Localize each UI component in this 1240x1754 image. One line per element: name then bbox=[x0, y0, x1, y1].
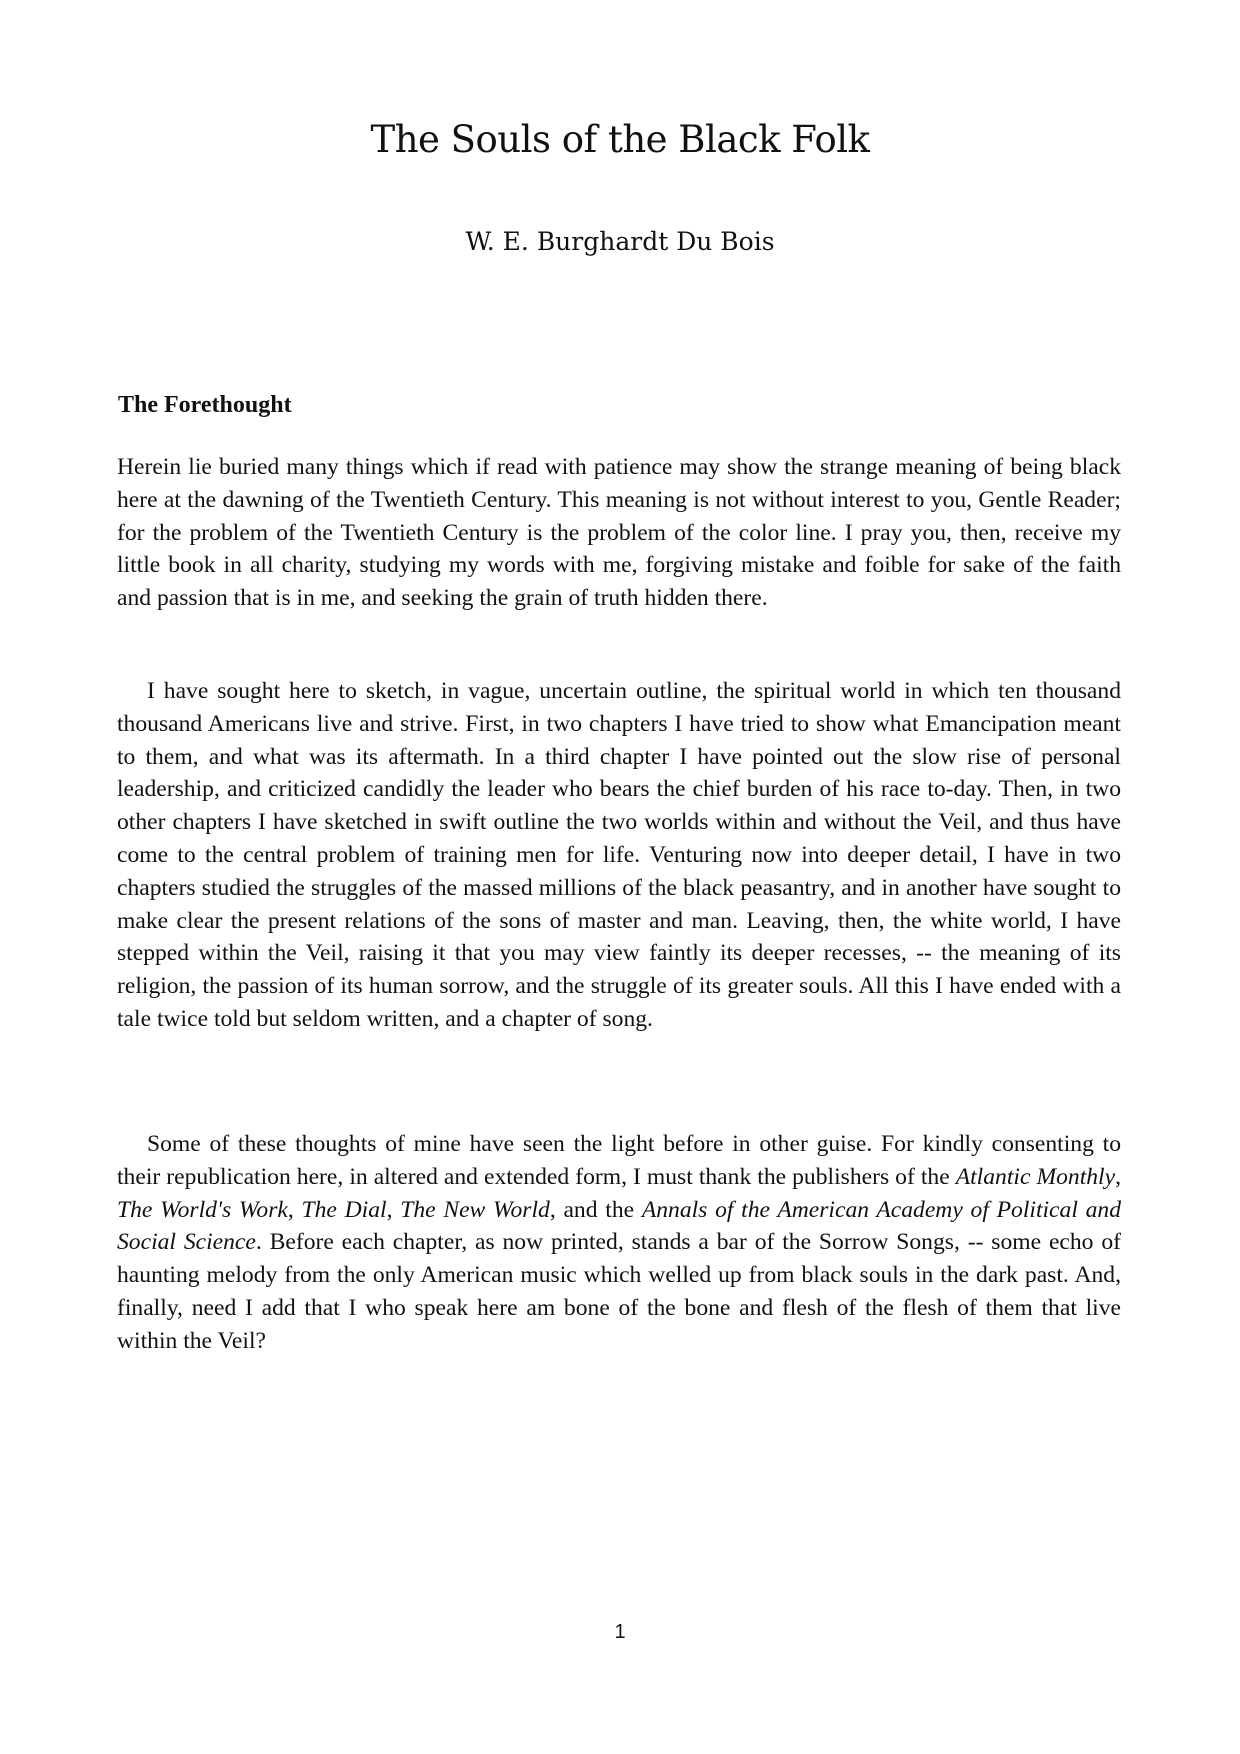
publication-worlds-work: The World's Work bbox=[117, 1196, 288, 1223]
publication-the-dial: The Dial bbox=[301, 1196, 387, 1223]
paragraph-3 bbox=[117, 1128, 1121, 1358]
document-title: The Souls of the Black Folk bbox=[370, 118, 870, 161]
publication-new-world: The New World bbox=[400, 1196, 550, 1223]
section-heading: The Forethought bbox=[118, 392, 292, 418]
document-author: W. E. Burghardt Du Bois bbox=[465, 227, 775, 256]
paragraph-3-outro: . Before each chapter, as now printed, stands a bar of the Sorrow Songs, -- some echo of haunting melody from the only American music which welled up from black souls in the dark past. And, finally, need I add that I who speak here am bone of the bone and flesh of the flesh of them that live within the Veil? bbox=[117, 1229, 1121, 1354]
separator: , bbox=[1115, 1163, 1121, 1190]
publication-atlantic-monthly: Atlantic Monthly bbox=[955, 1163, 1116, 1190]
separator: , bbox=[287, 1196, 302, 1223]
page-number: 1 bbox=[614, 1621, 626, 1643]
publication-annals: Annals of the American Academy of Political and Social Science bbox=[117, 1196, 1122, 1256]
paragraph-3-intro: Some of these thoughts of mine have seen the light before in other guise. For kindly consenting to their republication here, in altered and extended form, I must thank the publishers of the bbox=[117, 1131, 1121, 1190]
separator: , bbox=[386, 1196, 401, 1223]
paragraph-1: Herein lie buried many things which if read with patience may show the strange meaning of being black here at the dawning of the Twentieth Century. This meaning is not without interest to you, Gentle Reader; for the problem of the Twentieth Century is the problem of the color line. I pray you, then, receive my little book in all charity, studying my words with me, forgiving mistake and foible for sake of the faith and passion that is in me, and seeking the grain of truth hidden there. bbox=[117, 454, 1121, 612]
separator: , and the bbox=[549, 1196, 642, 1223]
paragraph-2: I have sought here to sketch, in vague, uncertain outline, the spiritual world in which ten thousand thousand Americans live and strive. First, in two chapters I have tried to show what Emancipation meant to them, and what was its aftermath. In a third chapter I have pointed out the slow rise of personal leadership, and criticized candidly the leader who bears the chief burden of his race to-day. Then, in two other chapters I have sketched in swift outline the two worlds within and without the Veil, and thus have come to the central problem of training men for life. Venturing now into deeper detail, I have in two chapters studied the struggles of the massed millions of the black peasantry, and in another have sought to make clear the present relations of the sons of master and man. Leaving, then, the white world, I have stepped within the Veil, raising it that you may view faintly its deeper recesses, -- the meaning of its religion, the passion of its human sorrow, and the struggle of its greater souls. All this I have ended with a tale twice told but seldom written, and a chapter of song. bbox=[117, 678, 1121, 1032]
